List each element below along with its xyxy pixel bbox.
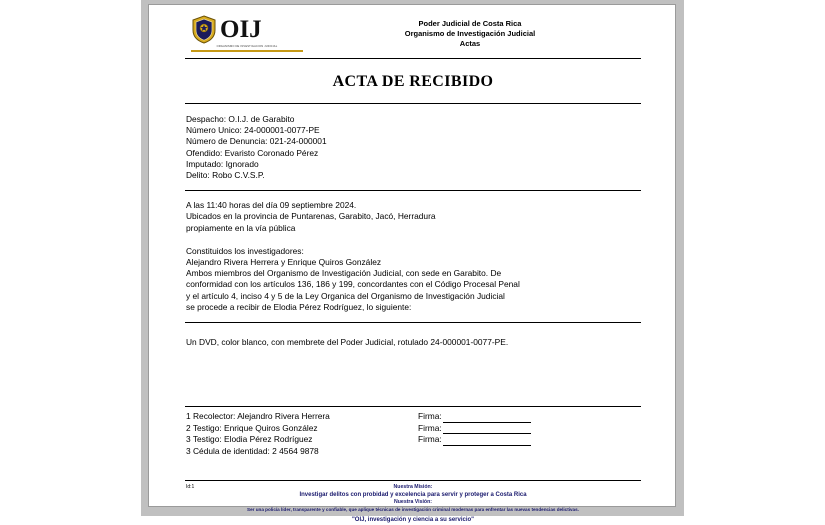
document-viewer[interactable] — [141, 0, 684, 523]
signature-row — [186, 423, 641, 435]
blank-space — [185, 348, 641, 406]
header-divider — [185, 58, 641, 59]
signature-field-1 — [418, 411, 531, 423]
case-fields — [185, 114, 641, 181]
left-margin — [0, 0, 141, 516]
signatures-divider — [185, 406, 641, 407]
signature-line-2[interactable] — [443, 425, 531, 434]
signature-line-1[interactable] — [443, 414, 531, 423]
body-line-5: y el artículo 4, inciso 4 y 5 de la Ley Organica del Organismo de Investigación Judicial — [186, 290, 505, 301]
signature-field-3 — [418, 434, 531, 446]
signature-label-2: Firma: — [418, 422, 442, 433]
place-line: Ubicados en la provincia de Puntarenas, Garabito, Jacó, Herradura — [186, 211, 436, 222]
signatures-block — [185, 411, 641, 457]
signature-row — [186, 411, 641, 423]
footer-id: Id:1 — [186, 483, 195, 490]
oij-logo-block — [185, 15, 317, 52]
document-header — [185, 11, 641, 52]
time-line: A las 11:40 horas del día 09 septiembre 2024. — [186, 200, 357, 211]
body-line-3: Ambos miembros del Organismo de Investigación Judicial, con sede en Garabito. De — [186, 268, 502, 279]
field-despacho: Despacho: O.I.J. de Garabito — [186, 114, 295, 124]
footer-vision-text: Ser una policía líder, transparente y confiable, que aplique técnicas de investigación criminal modernas para enfrentar las nuevas tendencias delictivas. — [247, 506, 579, 512]
document-footer — [185, 480, 641, 525]
oij-shield-icon — [191, 15, 217, 44]
received-item-description: Un DVD, color blanco, con membrete del Poder Judicial, rotulado 24-000001-0077-PE. — [186, 337, 509, 348]
body-divider — [185, 322, 641, 323]
header-line-2: Organismo de Investigación Judicial — [404, 29, 536, 38]
field-delito: Delito: Robo C.V.S.P. — [186, 170, 265, 181]
oij-logo-underline — [191, 50, 303, 52]
signature-label-1: Firma: — [418, 411, 442, 422]
title-divider — [185, 103, 641, 104]
signature-field-2 — [418, 423, 531, 435]
id-number-line: 3 Cédula de identidad: 2 4564 9878 — [186, 446, 319, 457]
signature-name-2: 2 Testigo: Enrique Quiros González — [186, 422, 318, 433]
time-place-block — [185, 200, 641, 234]
signature-line-3[interactable] — [443, 437, 531, 446]
signature-label-3: Firma: — [418, 434, 442, 445]
oij-logo-caption: ORGANISMO DE INVESTIGACION JUDICIAL — [216, 45, 278, 48]
footer-vision-label: Nuestra Visión: — [394, 498, 432, 505]
document-title: ACTA DE RECIBIDO — [332, 73, 494, 90]
footer-mission-label: Nuestra Misión: — [393, 483, 433, 490]
footer-mission-text: Investigar delitos con probidad y excelencia para servir y proteger a Costa Rica — [299, 491, 527, 498]
header-line-3: Actas — [459, 39, 481, 48]
header-line-1: Poder Judicial de Costa Rica — [418, 19, 522, 28]
field-imputado: Imputado: Ignorado — [186, 158, 259, 169]
body-paragraph — [185, 246, 641, 313]
fields-divider — [185, 190, 641, 191]
signature-row — [186, 434, 641, 446]
field-numero-unico: Número Unico: 24-000001-0077-PE — [186, 125, 320, 136]
oij-wordmark: OIJ — [220, 16, 262, 43]
signature-name-3: 3 Testigo: Elodia Pérez Rodríguez — [186, 434, 313, 445]
field-ofendido: Ofendido: Evaristo Coronado Pérez — [186, 147, 319, 158]
body-line-2: Alejandro Rivera Herrera y Enrique Quiros González — [186, 257, 382, 268]
document-page — [148, 4, 676, 523]
body-line-4: conformidad con los artículos 136, 186 y 199, concordantes con el Código Procesal Penal — [186, 279, 520, 290]
right-margin — [684, 0, 825, 516]
place-detail-line: propiamente en la vía pública — [186, 222, 296, 233]
footer-slogan: "OIJ, investigación y ciencia a su servicio" — [351, 516, 475, 523]
body-line-1: Constituidos los investigadores: — [186, 245, 304, 256]
body-line-6: se procede a recibir de Elodia Pérez Rodríguez, lo siguiente: — [186, 301, 412, 312]
field-numero-denuncia: Número de Denuncia: 021-24-000001 — [186, 136, 327, 147]
signature-name-1: 1 Recolector: Alejandro Rivera Herrera — [186, 411, 330, 422]
header-institution-text — [317, 15, 641, 49]
